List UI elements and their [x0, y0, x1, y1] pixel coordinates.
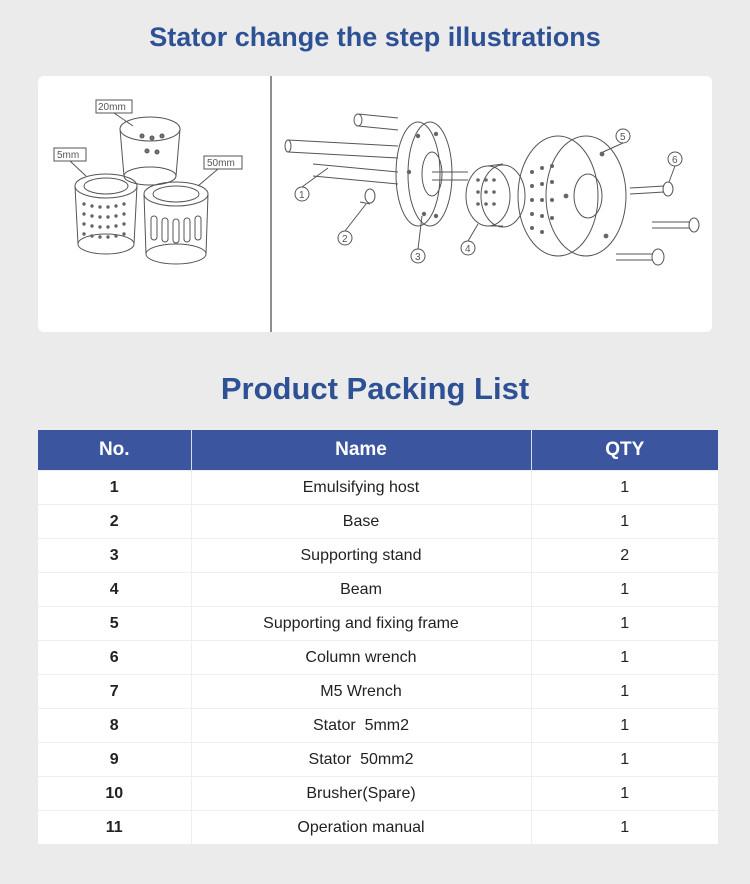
label-50mm: 50mm	[207, 158, 235, 169]
row-qty: 1	[531, 743, 718, 777]
table-row	[38, 641, 718, 675]
callout-3: 3	[415, 252, 421, 263]
stator-illustration-panel	[38, 76, 712, 332]
row-no: 9	[38, 743, 191, 777]
callout-6: 6	[672, 155, 678, 166]
table-row	[38, 539, 718, 573]
table-row	[38, 573, 718, 607]
row-qty: 1	[531, 607, 718, 641]
row-name: Stator 5mm2	[191, 709, 531, 743]
illustrations-title: Stator change the step illustrations	[149, 22, 601, 52]
table-row	[38, 607, 718, 641]
callout-5: 5	[620, 132, 626, 143]
row-qty: 1	[531, 709, 718, 743]
row-name: M5 Wrench	[191, 675, 531, 709]
row-qty: 1	[531, 777, 718, 811]
row-qty: 1	[531, 573, 718, 607]
packing-list-table	[38, 430, 718, 844]
header-name: Name	[191, 430, 531, 471]
callout-4: 4	[465, 244, 471, 255]
row-qty: 1	[531, 641, 718, 675]
table-row	[38, 777, 718, 811]
callout-1: 1	[299, 190, 305, 201]
row-name: Emulsifying host	[191, 471, 531, 505]
row-name: Beam	[191, 573, 531, 607]
row-name: Stator 50mm2	[191, 743, 531, 777]
row-no: 10	[38, 777, 191, 811]
row-qty: 1	[531, 471, 718, 505]
row-name: Base	[191, 505, 531, 539]
table-row	[38, 471, 718, 505]
row-name: Column wrench	[191, 641, 531, 675]
table-row	[38, 811, 718, 845]
label-20mm: 20mm	[98, 102, 126, 113]
row-no: 3	[38, 539, 191, 573]
label-5mm: 5mm	[57, 150, 80, 161]
row-qty: 1	[531, 505, 718, 539]
row-no: 8	[38, 709, 191, 743]
header-qty: QTY	[531, 430, 718, 471]
stator-illustration	[38, 76, 712, 332]
row-name: Supporting and fixing frame	[191, 607, 531, 641]
row-no: 6	[38, 641, 191, 675]
row-qty: 2	[531, 539, 718, 573]
table-row	[38, 675, 718, 709]
table-row	[38, 709, 718, 743]
row-no: 7	[38, 675, 191, 709]
row-no: 1	[38, 471, 191, 505]
row-no: 4	[38, 573, 191, 607]
row-name: Brusher(Spare)	[191, 777, 531, 811]
row-qty: 1	[531, 675, 718, 709]
row-no: 11	[38, 811, 191, 845]
table-row	[38, 505, 718, 539]
packing-list-title: Product Packing List	[220, 371, 530, 406]
table-row	[38, 743, 718, 777]
table-header-row	[38, 430, 718, 471]
row-qty: 1	[531, 811, 718, 845]
row-no: 5	[38, 607, 191, 641]
stator-20mm-drawing	[120, 117, 180, 185]
row-no: 2	[38, 505, 191, 539]
callout-2: 2	[342, 234, 348, 245]
header-no: No.	[38, 430, 191, 471]
stator-50mm-drawing	[144, 182, 208, 264]
row-name: Operation manual	[191, 811, 531, 845]
row-name: Supporting stand	[191, 539, 531, 573]
stator-5mm-drawing	[75, 174, 137, 254]
